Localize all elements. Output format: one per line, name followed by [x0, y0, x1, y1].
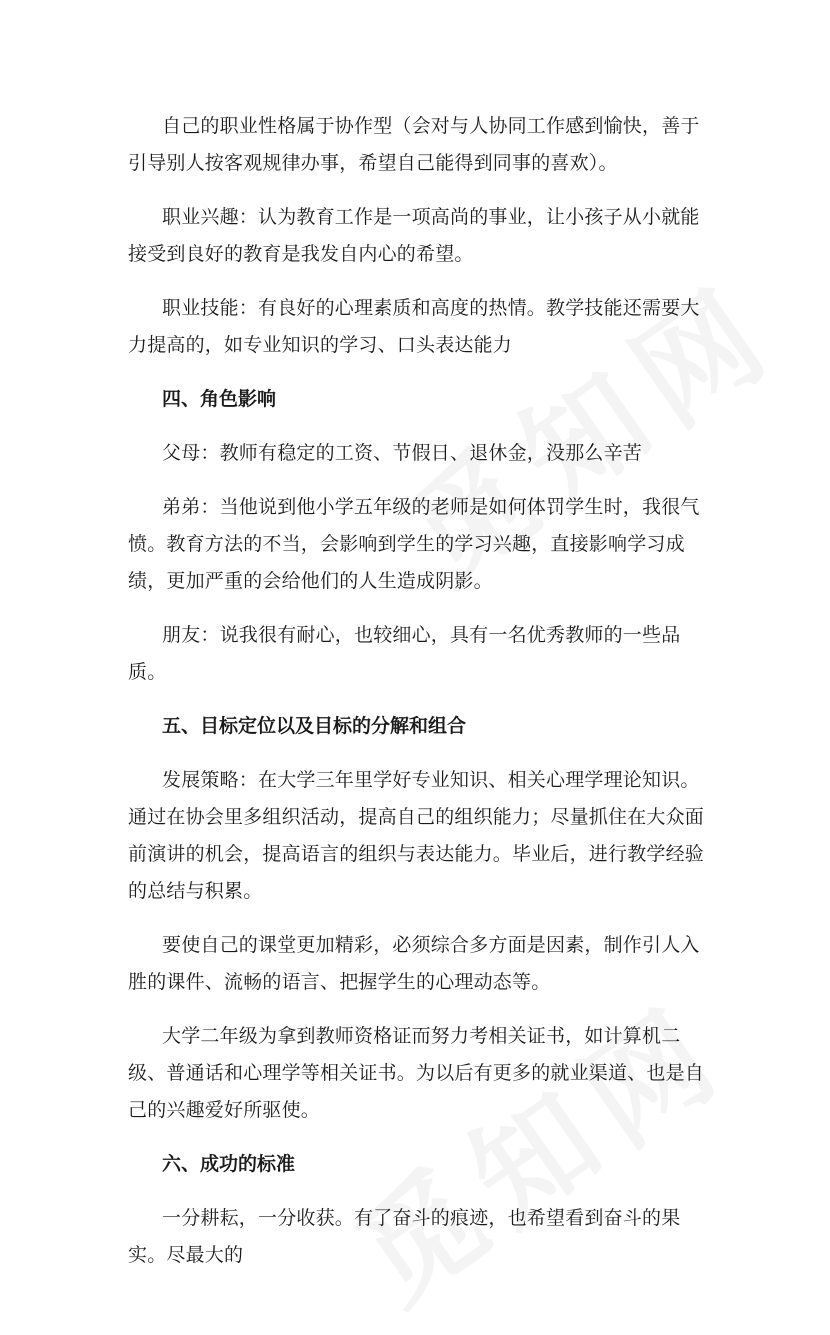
- section-heading: 六、成功的标准: [162, 1153, 296, 1175]
- paragraph: 朋友：说我很有耐心，也较细心，具有一名优秀教师的一些品质。: [128, 624, 681, 683]
- paragraph: 自己的职业性格属于协作型（会对与人协同工作感到愉快，善于引导别人按客观规律办事，希望自己能得到同事的喜欢）。: [128, 115, 700, 174]
- section-heading: 四、角色影响: [162, 388, 277, 410]
- paragraph: 一分耕耘，一分收获。有了奋斗的痕迹，也希望看到奋斗的果实。尽最大的: [128, 1207, 681, 1266]
- paragraph: 父母：教师有稳定的工资、节假日、退休金，没那么辛苦: [162, 442, 643, 464]
- paragraph: 弟弟：当他说到他小学五年级的老师是如何体罚学生时，我很气愤。教育方法的不当，会影响到学生的学习兴趣，直接影响学习成绩，更加严重的会给他们的人生造成阴影。: [128, 496, 700, 592]
- paragraph: 职业兴趣：认为教育工作是一项高尚的事业，让小孩子从小就能接受到良好的教育是我发自内心的希望。: [128, 206, 700, 265]
- paragraph: 要使自己的课堂更加精彩，必须综合多方面是因素，制作引人入胜的课件、流畅的语言、把握学生的心理动态等。: [128, 934, 700, 993]
- paragraph: 大学二年级为拿到教师资格证而努力考相关证书，如计算机二级、普通话和心理学等相关证书。为以后有更多的就业渠道、也是自己的兴趣爱好所驱使。: [128, 1025, 705, 1121]
- paragraph: 职业技能：有良好的心理素质和高度的热情。教学技能还需要大力提高的，如专业知识的学习、口头表达能力: [128, 297, 700, 356]
- paragraph: 发展策略：在大学三年里学好专业知识、相关心理学理论知识。通过在协会里多组织活动，提高自己的组织能力；尽量抓住在大众面前演讲的机会，提高语言的组织与表达能力。毕业后，进行教学经验的总结与积累。: [128, 769, 705, 902]
- document-body: [128, 108, 708, 1291]
- section-heading: 五、目标定位以及目标的分解和组合: [162, 715, 467, 737]
